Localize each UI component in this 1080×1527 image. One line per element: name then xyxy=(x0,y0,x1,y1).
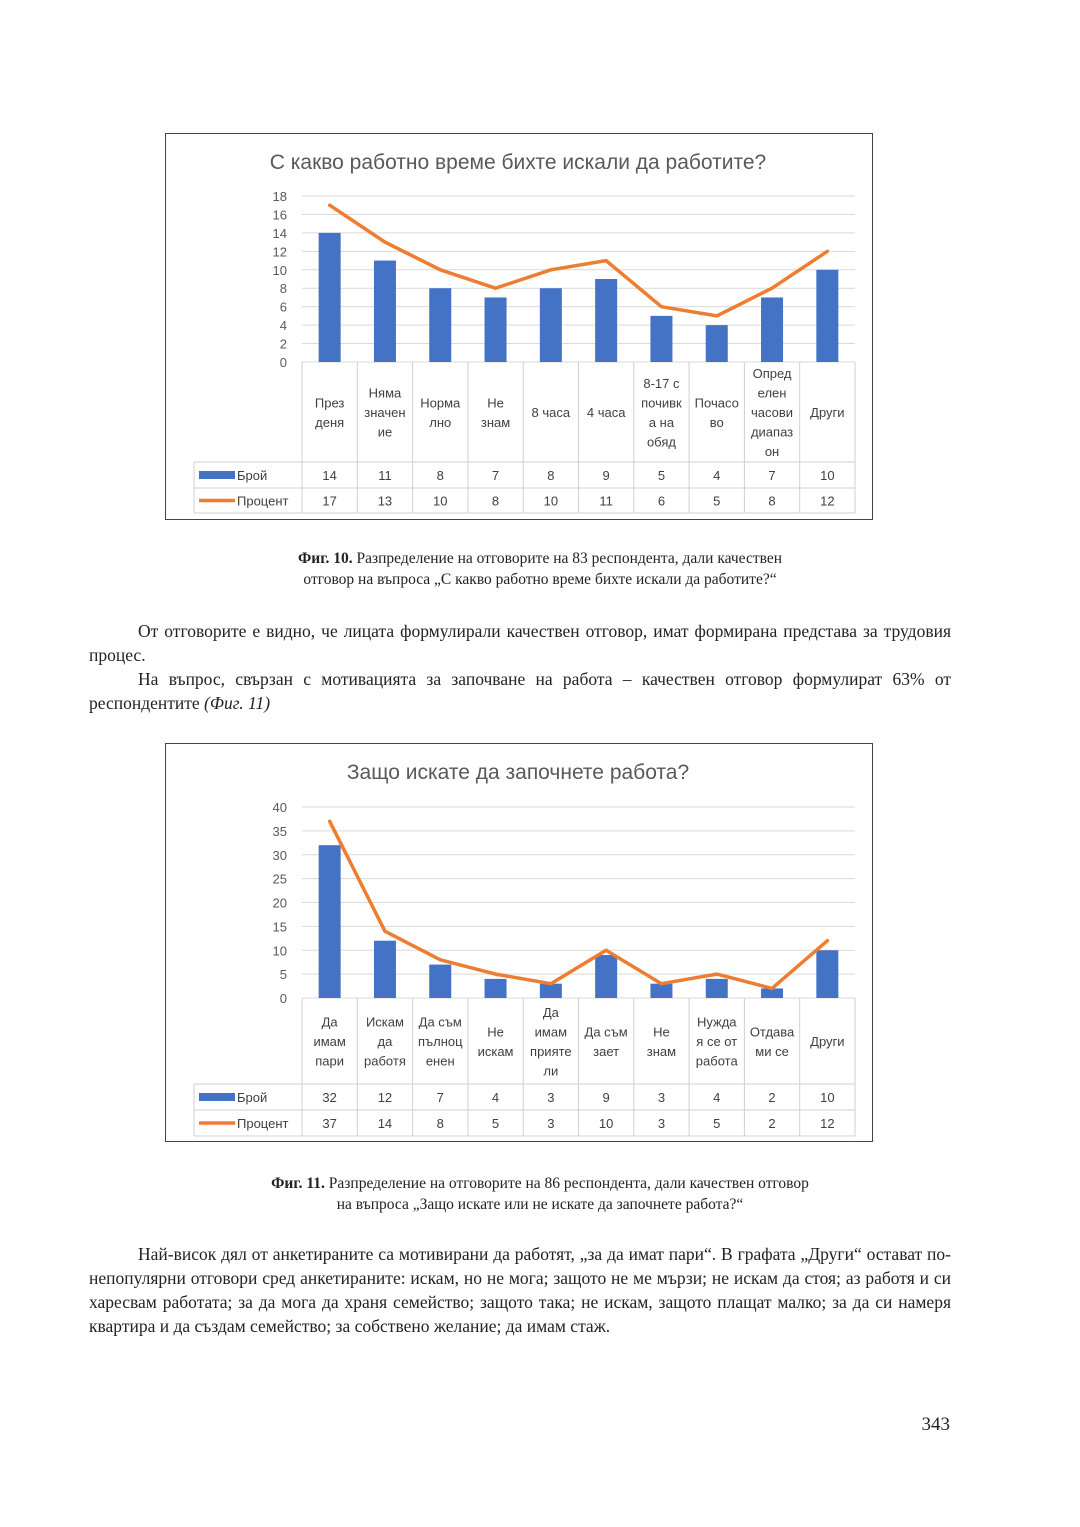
bar xyxy=(761,297,783,362)
table-value-broy: 12 xyxy=(377,1090,393,1105)
y-tick-label: 16 xyxy=(272,207,287,223)
legend-bar-label: Брой xyxy=(237,468,268,483)
category-label: почивк xyxy=(641,395,682,411)
category-label: Други xyxy=(810,405,845,420)
table-value-broy: 4 xyxy=(713,468,721,483)
bar xyxy=(374,941,396,998)
bar xyxy=(816,270,838,362)
category-label: Няма xyxy=(368,385,402,401)
y-tick-label: 6 xyxy=(279,299,287,315)
table-value-broy: 8 xyxy=(436,468,444,483)
y-tick-label: 12 xyxy=(272,244,287,260)
bar xyxy=(429,965,451,998)
category-label: ие xyxy=(377,424,393,440)
table-value-broy: 3 xyxy=(657,1090,666,1105)
line-series-procent xyxy=(330,205,828,316)
y-tick-label: 4 xyxy=(279,318,287,334)
y-tick-label: 20 xyxy=(272,895,287,911)
table-value-broy: 3 xyxy=(547,1090,555,1105)
category-label: Опред xyxy=(752,366,792,381)
table-value-procent: 5 xyxy=(713,1116,721,1131)
table-value-procent: 12 xyxy=(820,1116,835,1131)
paragraph-2-figure-ref: (Фиг. 11) xyxy=(204,693,271,713)
category-label: 8 часа xyxy=(531,405,571,420)
category-label: я се от xyxy=(696,1034,738,1049)
category-label: елен xyxy=(757,385,787,401)
table-value-broy: 9 xyxy=(602,1090,610,1105)
bar xyxy=(650,316,672,362)
y-tick-label: 25 xyxy=(272,871,287,887)
table-value-procent: 3 xyxy=(547,1116,555,1131)
caption-fig10-label: Фиг. 10. xyxy=(297,550,353,567)
bar xyxy=(650,984,672,998)
category-label: он xyxy=(764,444,780,459)
table-value-procent: 13 xyxy=(377,493,393,509)
table-value-procent: 10 xyxy=(598,1116,614,1131)
caption-fig11-line2: на въпроса „Защо искате или не искате да започнете работа?“ xyxy=(336,1196,744,1213)
category-label: Нужда xyxy=(696,1014,737,1030)
table-value-broy: 7 xyxy=(436,1090,444,1105)
paragraph-2 xyxy=(89,667,951,715)
category-label: диапаз xyxy=(750,424,794,440)
table-value-procent: 12 xyxy=(820,493,835,509)
category-label: знам xyxy=(480,414,511,430)
caption-fig11-label: Фиг. 11. xyxy=(271,1175,325,1192)
table-value-broy: 14 xyxy=(322,468,337,483)
category-label: 4 часа xyxy=(586,405,626,420)
table-value-broy: 4 xyxy=(713,1090,721,1105)
table-value-broy: 10 xyxy=(820,468,835,483)
caption-fig10-line1: Разпределение на отговорите на 83 респондента, дали качествен xyxy=(352,550,783,567)
table-value-broy: 5 xyxy=(657,468,666,483)
table-value-broy: 9 xyxy=(602,468,610,483)
table-value-procent: 8 xyxy=(436,1116,444,1131)
category-label: пари xyxy=(315,1053,345,1069)
paragraph-3: Най-висок дял от анкетираните са мотивирани да работят, „за да имат пари“. В графата „Други“ остават по-непопулярни отговори сред анкетираните: искам, но не мога; защото не ме мързи; не искам да стоя; аз работя и си харесвам работата; за да мога да храня семейство; защото така; не искам, защото плащат малко; за да си намеря квартира и да създам семейство; за собствено желание; да имам стаж. xyxy=(89,1244,951,1336)
category-label: Не xyxy=(487,395,504,411)
bar xyxy=(374,261,396,362)
category-label: прияте xyxy=(530,1043,572,1059)
category-label: енен xyxy=(425,1053,455,1069)
category-label: деня xyxy=(315,414,345,430)
category-label: имам xyxy=(313,1034,346,1049)
table-value-procent: 17 xyxy=(322,493,337,509)
y-tick-label: 18 xyxy=(272,189,287,204)
table-value-broy: 2 xyxy=(768,1090,776,1105)
y-tick-label: 14 xyxy=(272,225,287,241)
bar xyxy=(319,233,341,362)
legend-line-label: Процент xyxy=(237,493,289,509)
bar xyxy=(485,297,507,362)
bar xyxy=(706,325,728,362)
chart-title: С какво работно време бихте искали да работите? xyxy=(269,151,767,174)
legend-bar-swatch xyxy=(199,471,235,479)
category-label: зает xyxy=(593,1043,620,1059)
table-value-broy: 11 xyxy=(378,468,392,483)
table-value-broy: 8 xyxy=(547,468,555,483)
category-label: знам xyxy=(646,1043,677,1059)
y-tick-label: 10 xyxy=(272,262,287,278)
paragraph-2-text: На въпрос, свързан с мотивацията за започване на работа – качествен отговор формулират 63% от респондентите xyxy=(89,669,951,713)
category-label: лно xyxy=(429,414,452,430)
category-label: Отдава xyxy=(749,1024,795,1040)
caption-fig10 xyxy=(160,548,920,590)
category-label: Не xyxy=(487,1024,504,1040)
category-label: ли xyxy=(543,1063,559,1079)
category-label: а на xyxy=(648,414,675,430)
paragraph-1: От отговорите е видно, че лицата формулирали качествен отговор, имат формирана представа за трудовия процес. xyxy=(89,621,951,665)
category-label: Норма xyxy=(420,395,461,411)
table-value-broy: 7 xyxy=(491,468,500,483)
legend-line-label: Процент xyxy=(237,1116,289,1131)
bar xyxy=(816,950,838,998)
y-tick-label: 0 xyxy=(279,355,287,370)
chart-fig11-svg xyxy=(166,744,874,1143)
category-label: работа xyxy=(695,1053,738,1069)
bar xyxy=(540,984,562,998)
table-value-procent: 11 xyxy=(599,493,613,509)
table-value-procent: 37 xyxy=(322,1116,337,1131)
category-label: да xyxy=(377,1034,393,1049)
y-tick-label: 30 xyxy=(272,847,287,863)
y-tick-label: 15 xyxy=(272,919,287,935)
y-tick-label: 0 xyxy=(279,991,287,1006)
bar xyxy=(429,288,451,362)
body-text-2 xyxy=(89,1242,951,1338)
y-tick-label: 8 xyxy=(279,281,287,297)
caption-fig11 xyxy=(160,1173,920,1215)
caption-fig11-line1: Разпределение на отговорите на 86 респондента, дали качествен отговор xyxy=(324,1175,809,1192)
category-label: Други xyxy=(810,1034,845,1049)
table-value-broy: 10 xyxy=(820,1090,835,1105)
chart-fig10-svg xyxy=(166,134,874,521)
bar xyxy=(595,955,617,998)
category-label: 8-17 с xyxy=(643,375,680,391)
bar xyxy=(485,979,507,998)
chart-fig11 xyxy=(165,743,873,1142)
table-value-broy: 4 xyxy=(491,1090,500,1105)
category-label: работя xyxy=(364,1053,406,1069)
line-series-procent xyxy=(330,821,828,988)
table-value-procent: 14 xyxy=(377,1116,393,1131)
category-label: Да съм xyxy=(584,1024,628,1040)
y-tick-label: 2 xyxy=(279,336,287,352)
category-label: Не xyxy=(653,1024,670,1040)
category-label: Да съм xyxy=(418,1014,462,1030)
y-tick-label: 40 xyxy=(272,800,287,815)
category-label: обяд xyxy=(646,434,676,450)
category-label: Искам xyxy=(365,1014,404,1030)
y-tick-label: 10 xyxy=(272,943,287,959)
legend-bar-swatch xyxy=(199,1093,235,1101)
chart-title: Защо искате да започнете работа? xyxy=(346,761,690,784)
category-label: значен xyxy=(364,405,406,420)
category-label: ми се xyxy=(755,1043,789,1059)
table-value-procent: 3 xyxy=(657,1116,666,1131)
legend-bar-label: Брой xyxy=(237,1090,268,1105)
table-value-procent: 2 xyxy=(768,1116,776,1131)
bar xyxy=(319,845,341,998)
table-value-procent: 5 xyxy=(713,493,721,509)
table-value-procent: 6 xyxy=(657,493,666,509)
page-number: 343 xyxy=(921,1414,950,1435)
category-label: Да xyxy=(542,1004,559,1020)
category-label: През xyxy=(314,395,345,411)
category-label: пълноц xyxy=(417,1034,463,1049)
y-tick-label: 35 xyxy=(272,823,287,839)
table-value-procent: 10 xyxy=(543,493,559,509)
category-label: Да xyxy=(321,1014,338,1030)
bar xyxy=(595,279,617,362)
y-tick-label: 5 xyxy=(279,967,287,983)
table-value-procent: 10 xyxy=(433,493,448,509)
body-text-1 xyxy=(89,619,951,715)
table-value-broy: 7 xyxy=(768,468,776,483)
caption-fig10-line2: отговор на въпроса „С какво работно време бихте искали да работите?“ xyxy=(303,571,777,588)
bar xyxy=(706,979,728,998)
table-value-procent: 5 xyxy=(491,1116,500,1131)
table-value-procent: 8 xyxy=(491,493,500,509)
chart-fig10 xyxy=(165,133,873,520)
bar xyxy=(540,288,562,362)
category-label: искам xyxy=(477,1043,514,1059)
category-label: часови xyxy=(751,405,794,420)
table-value-procent: 8 xyxy=(768,493,776,509)
table-value-broy: 32 xyxy=(322,1090,337,1105)
category-label: имам xyxy=(534,1024,568,1040)
category-label: Почасо xyxy=(694,395,739,411)
category-label: во xyxy=(709,414,724,430)
